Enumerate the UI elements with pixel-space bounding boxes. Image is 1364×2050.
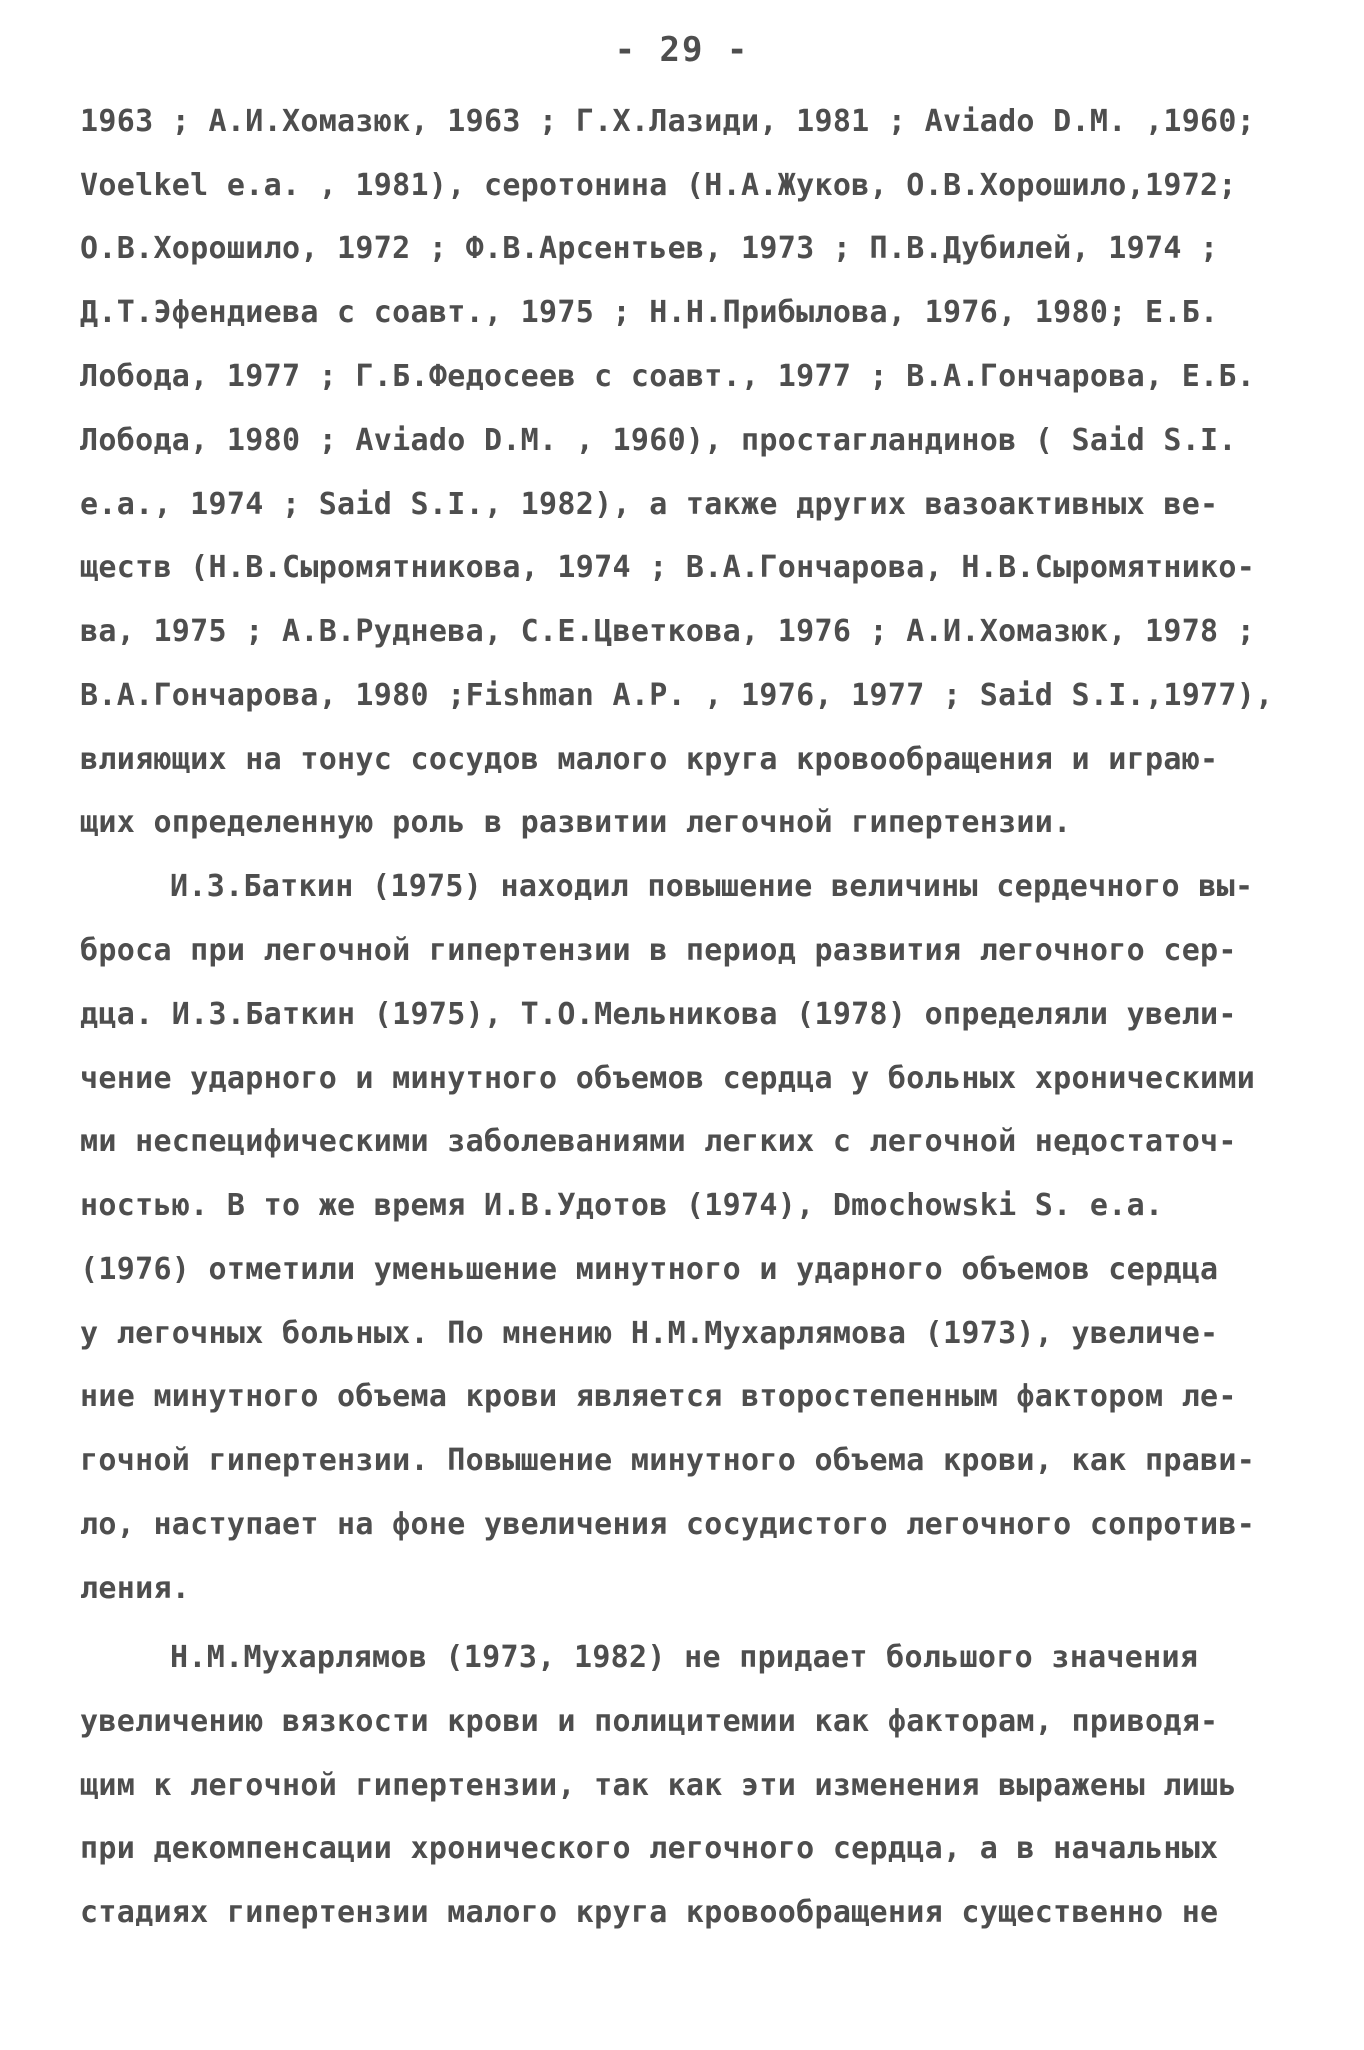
text-line: ва, 1975 ; А.В.Руднева, С.Е.Цветкова, 1976 ; А.И.Хомазюк, 1978 ; — [80, 614, 1256, 649]
text-line: броса при легочной гипертензии в период развития легочного сер- — [80, 933, 1237, 968]
text-line: Н.М.Мухарлямов (1973, 1982) не придает большого значения — [170, 1640, 1199, 1675]
text-line: чение ударного и минутного объемов сердца у больных хроническими — [80, 1061, 1256, 1096]
text-line: ние минутного объема крови является второстепенным фактором ле- — [80, 1379, 1237, 1414]
text-line: стадиях гипертензии малого круга кровообращения существенно не — [80, 1895, 1219, 1930]
text-line: ществ (Н.В.Сыромятникова, 1974 ; В.А.Гончарова, Н.В.Сыромятнико- — [80, 550, 1256, 585]
text-line: влияющих на тонус сосудов малого круга кровообращения и играю- — [80, 742, 1219, 777]
text-line: Лобода, 1977 ; Г.Б.Федосеев с соавт., 1977 ; В.А.Гончарова, Е.Б. — [80, 359, 1256, 394]
text-line: дца. И.З.Баткин (1975), Т.О.Мельникова (1978) определяли увели- — [80, 997, 1237, 1032]
text-line: щих определенную роль в развитии легочной гипертензии. — [80, 805, 1072, 840]
text-line: Voelkel e.a. , 1981), серотонина (Н.А.Жуков, О.В.Хорошило,1972; — [80, 168, 1237, 203]
text-line: О.В.Хорошило, 1972 ; Ф.В.Арсентьев, 1973 ; П.В.Дубилей, 1974 ; — [80, 231, 1219, 266]
text-line: при декомпенсации хронического легочного сердца, а в начальных — [80, 1831, 1219, 1866]
text-line: Д.Т.Эфендиева с соавт., 1975 ; Н.Н.Прибылова, 1976, 1980; Е.Б. — [80, 295, 1219, 330]
text-line: ми неспецифическими заболеваниями легких с легочной недостаточ- — [80, 1124, 1237, 1159]
text-line: увеличению вязкости крови и полицитемии как факторам, приводя- — [80, 1704, 1219, 1739]
text-line: ления. — [80, 1571, 191, 1606]
text-line: (1976) отметили уменьшение минутного и ударного объемов сердца — [80, 1252, 1219, 1287]
text-line: И.З.Баткин (1975) находил повышение величины сердечного вы- — [170, 869, 1254, 904]
text-line: ностью. В то же время И.В.Удотов (1974), Dmochowski S. e.a. — [80, 1188, 1164, 1223]
text-line: гочной гипертензии. Повышение минутного объема крови, как прави- — [80, 1443, 1256, 1478]
text-line: щим к легочной гипертензии, так как эти изменения выражены лишь — [80, 1768, 1237, 1803]
text-line: ло, наступает на фоне увеличения сосудистого легочного сопротив- — [80, 1507, 1256, 1542]
text-line: В.А.Гончарова, 1980 ;Fishman A.P. , 1976, 1977 ; Said S.I.,1977), — [80, 678, 1274, 713]
text-line: 1963 ; А.И.Хомазюк, 1963 ; Г.Х.Лазиди, 1981 ; Aviado D.M. ,1960; — [80, 104, 1256, 139]
page-number: - 29 - — [614, 30, 750, 70]
text-line: e.a., 1974 ; Said S.I., 1982), а также других вазоактивных ве- — [80, 487, 1219, 522]
text-line: у легочных больных. По мнению Н.М.Мухарлямова (1973), увеличе- — [80, 1316, 1219, 1351]
text-line: Лобода, 1980 ; Aviado D.M. , 1960), простагландинов ( Said S.I. — [80, 423, 1237, 458]
